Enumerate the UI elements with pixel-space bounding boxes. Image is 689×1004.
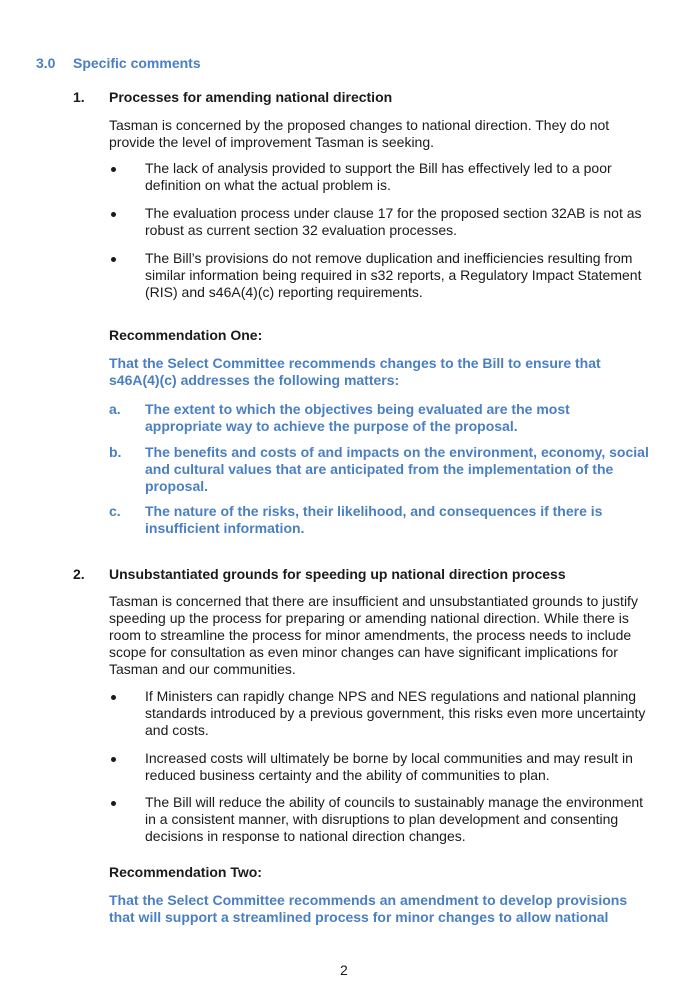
rec-item-c-text: The nature of the risks, their likelihood, and consequences if there is insufficient information. bbox=[145, 503, 603, 536]
section-title: Specific comments bbox=[73, 55, 201, 71]
item-2-heading: Unsubstantiated grounds for speeding up national direction process bbox=[109, 566, 566, 582]
rec-item-a-letter: a. bbox=[109, 401, 121, 417]
item-1-number: 1. bbox=[73, 89, 85, 105]
item-1-intro: Tasman is concerned by the proposed changes to national direction. They do not provide the level of improvement Tasman is seeking. bbox=[109, 117, 610, 150]
rec-item-a-text: The extent to which the objectives being evaluated are the most appropriate way to achieve the purpose of the proposal. bbox=[145, 401, 570, 434]
item-1-heading: Processes for amending national direction bbox=[109, 89, 393, 105]
item-2-intro: Tasman is concerned that there are insufficient and unsubstantiated grounds to justify speeding up the process for preparing or amending national direction. While there is room to streamline the process for minor amendments, the process needs to include scope for consultation as even minor changes can have significant implications for Tasman and our communities. bbox=[109, 593, 638, 677]
bullet-icon bbox=[110, 207, 118, 215]
item-1-bullet-3: The Bill’s provisions do not remove duplication and inefficiencies resulting from similar information being required in s32 reports, a Regulatory Impact Statement (RIS) and s46A(4)(c) reporting requirements. bbox=[145, 250, 642, 300]
item-1-bullet-1: The lack of analysis provided to support the Bill has effectively led to a poor definition on what the actual problem is. bbox=[145, 160, 612, 193]
rec-item-b-letter: b. bbox=[109, 444, 122, 460]
rec-item-c-letter: c. bbox=[109, 503, 121, 519]
item-2-bullet-2: Increased costs will ultimately be borne by local communities and may result in reduced business certainty and the ability of communities to plan. bbox=[145, 750, 633, 783]
recommendation-two-text: That the Select Committee recommends an amendment to develop provisions that will support a streamlined process for minor changes to allow national bbox=[109, 892, 628, 925]
bullet-icon bbox=[110, 796, 118, 804]
item-1-bullet-2: The evaluation process under clause 17 for the proposed section 32AB is not as robust as current section 32 evaluation processes. bbox=[145, 205, 642, 238]
recommendation-one-heading: Recommendation One: bbox=[109, 327, 263, 343]
bullet-icon bbox=[110, 690, 118, 698]
section-number: 3.0 bbox=[36, 55, 56, 71]
item-2-bullet-1: If Ministers can rapidly change NPS and NES regulations and national planning standards introduced by a previous government, this risks even more uncertainty and costs. bbox=[145, 688, 646, 738]
bullet-icon bbox=[110, 162, 118, 170]
page-number: 2 bbox=[340, 962, 348, 978]
item-2-number: 2. bbox=[73, 566, 85, 582]
recommendation-one-text: That the Select Committee recommends changes to the Bill to ensure that s46A(4)(c) addresses the following matters: bbox=[109, 355, 601, 388]
bullet-icon bbox=[110, 752, 118, 760]
recommendation-two-heading: Recommendation Two: bbox=[109, 864, 262, 880]
rec-item-b-text: The benefits and costs of and impacts on the environment, economy, social and cultural values that are anticipated from the implementation of the proposal. bbox=[145, 444, 649, 494]
bullet-icon bbox=[110, 252, 118, 260]
item-2-bullet-3: The Bill will reduce the ability of councils to sustainably manage the environment in a consistent manner, with disruptions to plan development and consenting decisions in response to national direction changes. bbox=[145, 794, 644, 844]
